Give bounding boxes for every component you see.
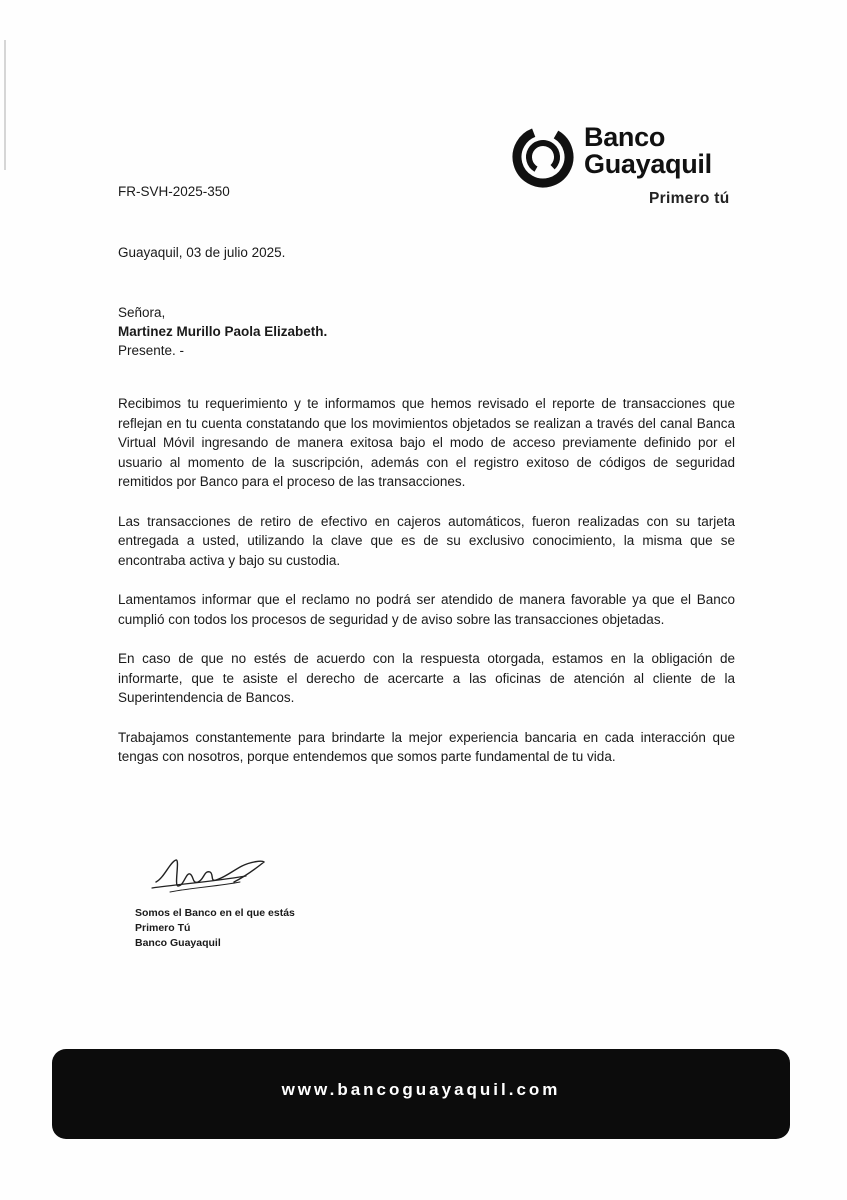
signature-line-1: Somos el Banco en el que estás [135,907,295,919]
signature-line-2: Primero Tú [135,922,191,934]
place-date: Guayaquil, 03 de julio 2025. [118,245,286,260]
bank-logo [512,122,742,212]
body-paragraph: Recibimos tu requerimiento y te informamos que hemos revisado el reporte de transacciones que reflejan en tu cuenta constatando que los movimientos objetados se realizan a través del canal Banca Virtual Móvil ingresando de manera exitosa bajo el modo de acceso previamente definido por el usuario al momento de la suscripción, además con el registro exitoso de códigos de seguridad remitidos por Banco para el proceso de las transacciones. [118,396,735,489]
bank-name-line1: Banco [584,122,666,152]
body-paragraph: En caso de que no estés de acuerdo con la respuesta otorgada, estamos en la obligación de informarte, que te asiste el derecho de acercarte a las oficinas de atención al cliente de la Superintendencia de Bancos. [118,651,735,705]
body-paragraph: Trabajamos constantemente para brindarte la mejor experiencia bancaria en cada interacción que tengas con nosotros, porque entendemos que somos parte fundamental de tu vida. [118,729,735,764]
handwritten-signature-icon [150,852,270,900]
signature-block [135,906,295,951]
body-paragraph: Lamentamos informar que el reclamo no podrá ser atendido de manera favorable ya que el Banco cumplió con todos los procesos de seguridad y de aviso sobre las transacciones objetadas. [118,592,735,627]
recipient-name: Martinez Murillo Paola Elizabeth. [118,324,328,339]
bank-logo-mark-icon [512,126,574,188]
salutation: Señora, [118,305,166,320]
bank-name-line2: Guayaquil [584,149,712,179]
scan-edge-mark [4,40,6,170]
reference-code: FR-SVH-2025-350 [118,184,230,199]
body-paragraph: Las transacciones de retiro de efectivo en cajeros automáticos, fueron realizadas con su tarjeta entregada a usted, utilizando la clave que es de su exclusivo conocimiento, la misma que se encontraba activa y bajo su custodia. [118,513,735,568]
presente-line: Presente. - [118,343,185,358]
footer-bar [52,1049,790,1139]
bank-tagline: Primero tú [649,190,730,207]
signature-line-3: Banco Guayaquil [135,937,221,949]
recipient-block [118,303,327,360]
letter-body [118,394,735,787]
footer-website-link[interactable]: www.bancoguayaquil.com [281,1080,561,1099]
bank-logo-wordmark [584,124,712,178]
